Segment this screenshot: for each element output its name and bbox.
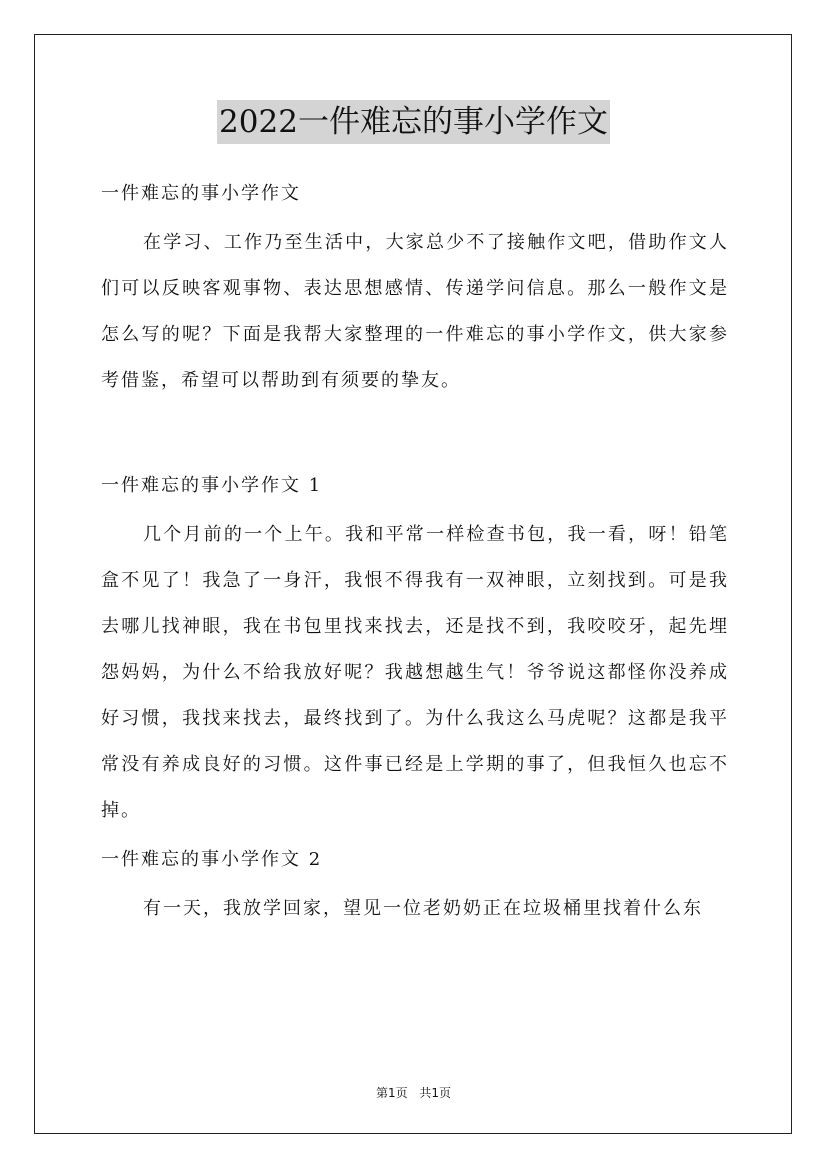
page-number: 第1页: [375, 1086, 408, 1100]
section-heading: 一件难忘的事小学作文: [101, 183, 301, 204]
document-title: 2022一件难忘的事小学作文: [217, 100, 610, 144]
page-total: 共1页: [419, 1086, 452, 1100]
document-body: [101, 174, 729, 932]
section-heading: 一件难忘的事小学作文 1: [101, 475, 323, 496]
section-paragraph: 几个月前的一个上午。我和平常一样检查书包，我一看，呀！铅笔盒不见了！我急了一身汗，我恨不得我有一双神眼，立刻找到。可是我去哪儿找神眼，我在书包里找来找去，还是找不到，我咬咬牙，起先埋怨妈妈，为什么不给我放好呢？我越想越生气！爷爷说这都怪你没养成好习惯，我找来找去，最终找到了。为什么我这么马虎呢？这都是我平常没有养成良好的习惯。这件事已经是上学期的事了，但我恒久也忘不掉。: [101, 524, 729, 821]
section-paragraph: 有一天，我放学回家，望见一位老奶奶正在垃圾桶里找着什么东: [143, 898, 703, 919]
title-container: [0, 100, 827, 144]
section-heading: 一件难忘的事小学作文 2: [101, 849, 323, 870]
page-footer: [0, 1084, 827, 1101]
section-paragraph: 在学习、工作乃至生活中，大家总少不了接触作文吧，借助作文人们可以反映客观事物、表达思想感情、传递学问信息。那么一般作文是怎么写的呢？下面是我帮大家整理的一件难忘的事小学作文，供大家参考借鉴，希望可以帮助到有须要的挚友。: [101, 232, 729, 391]
